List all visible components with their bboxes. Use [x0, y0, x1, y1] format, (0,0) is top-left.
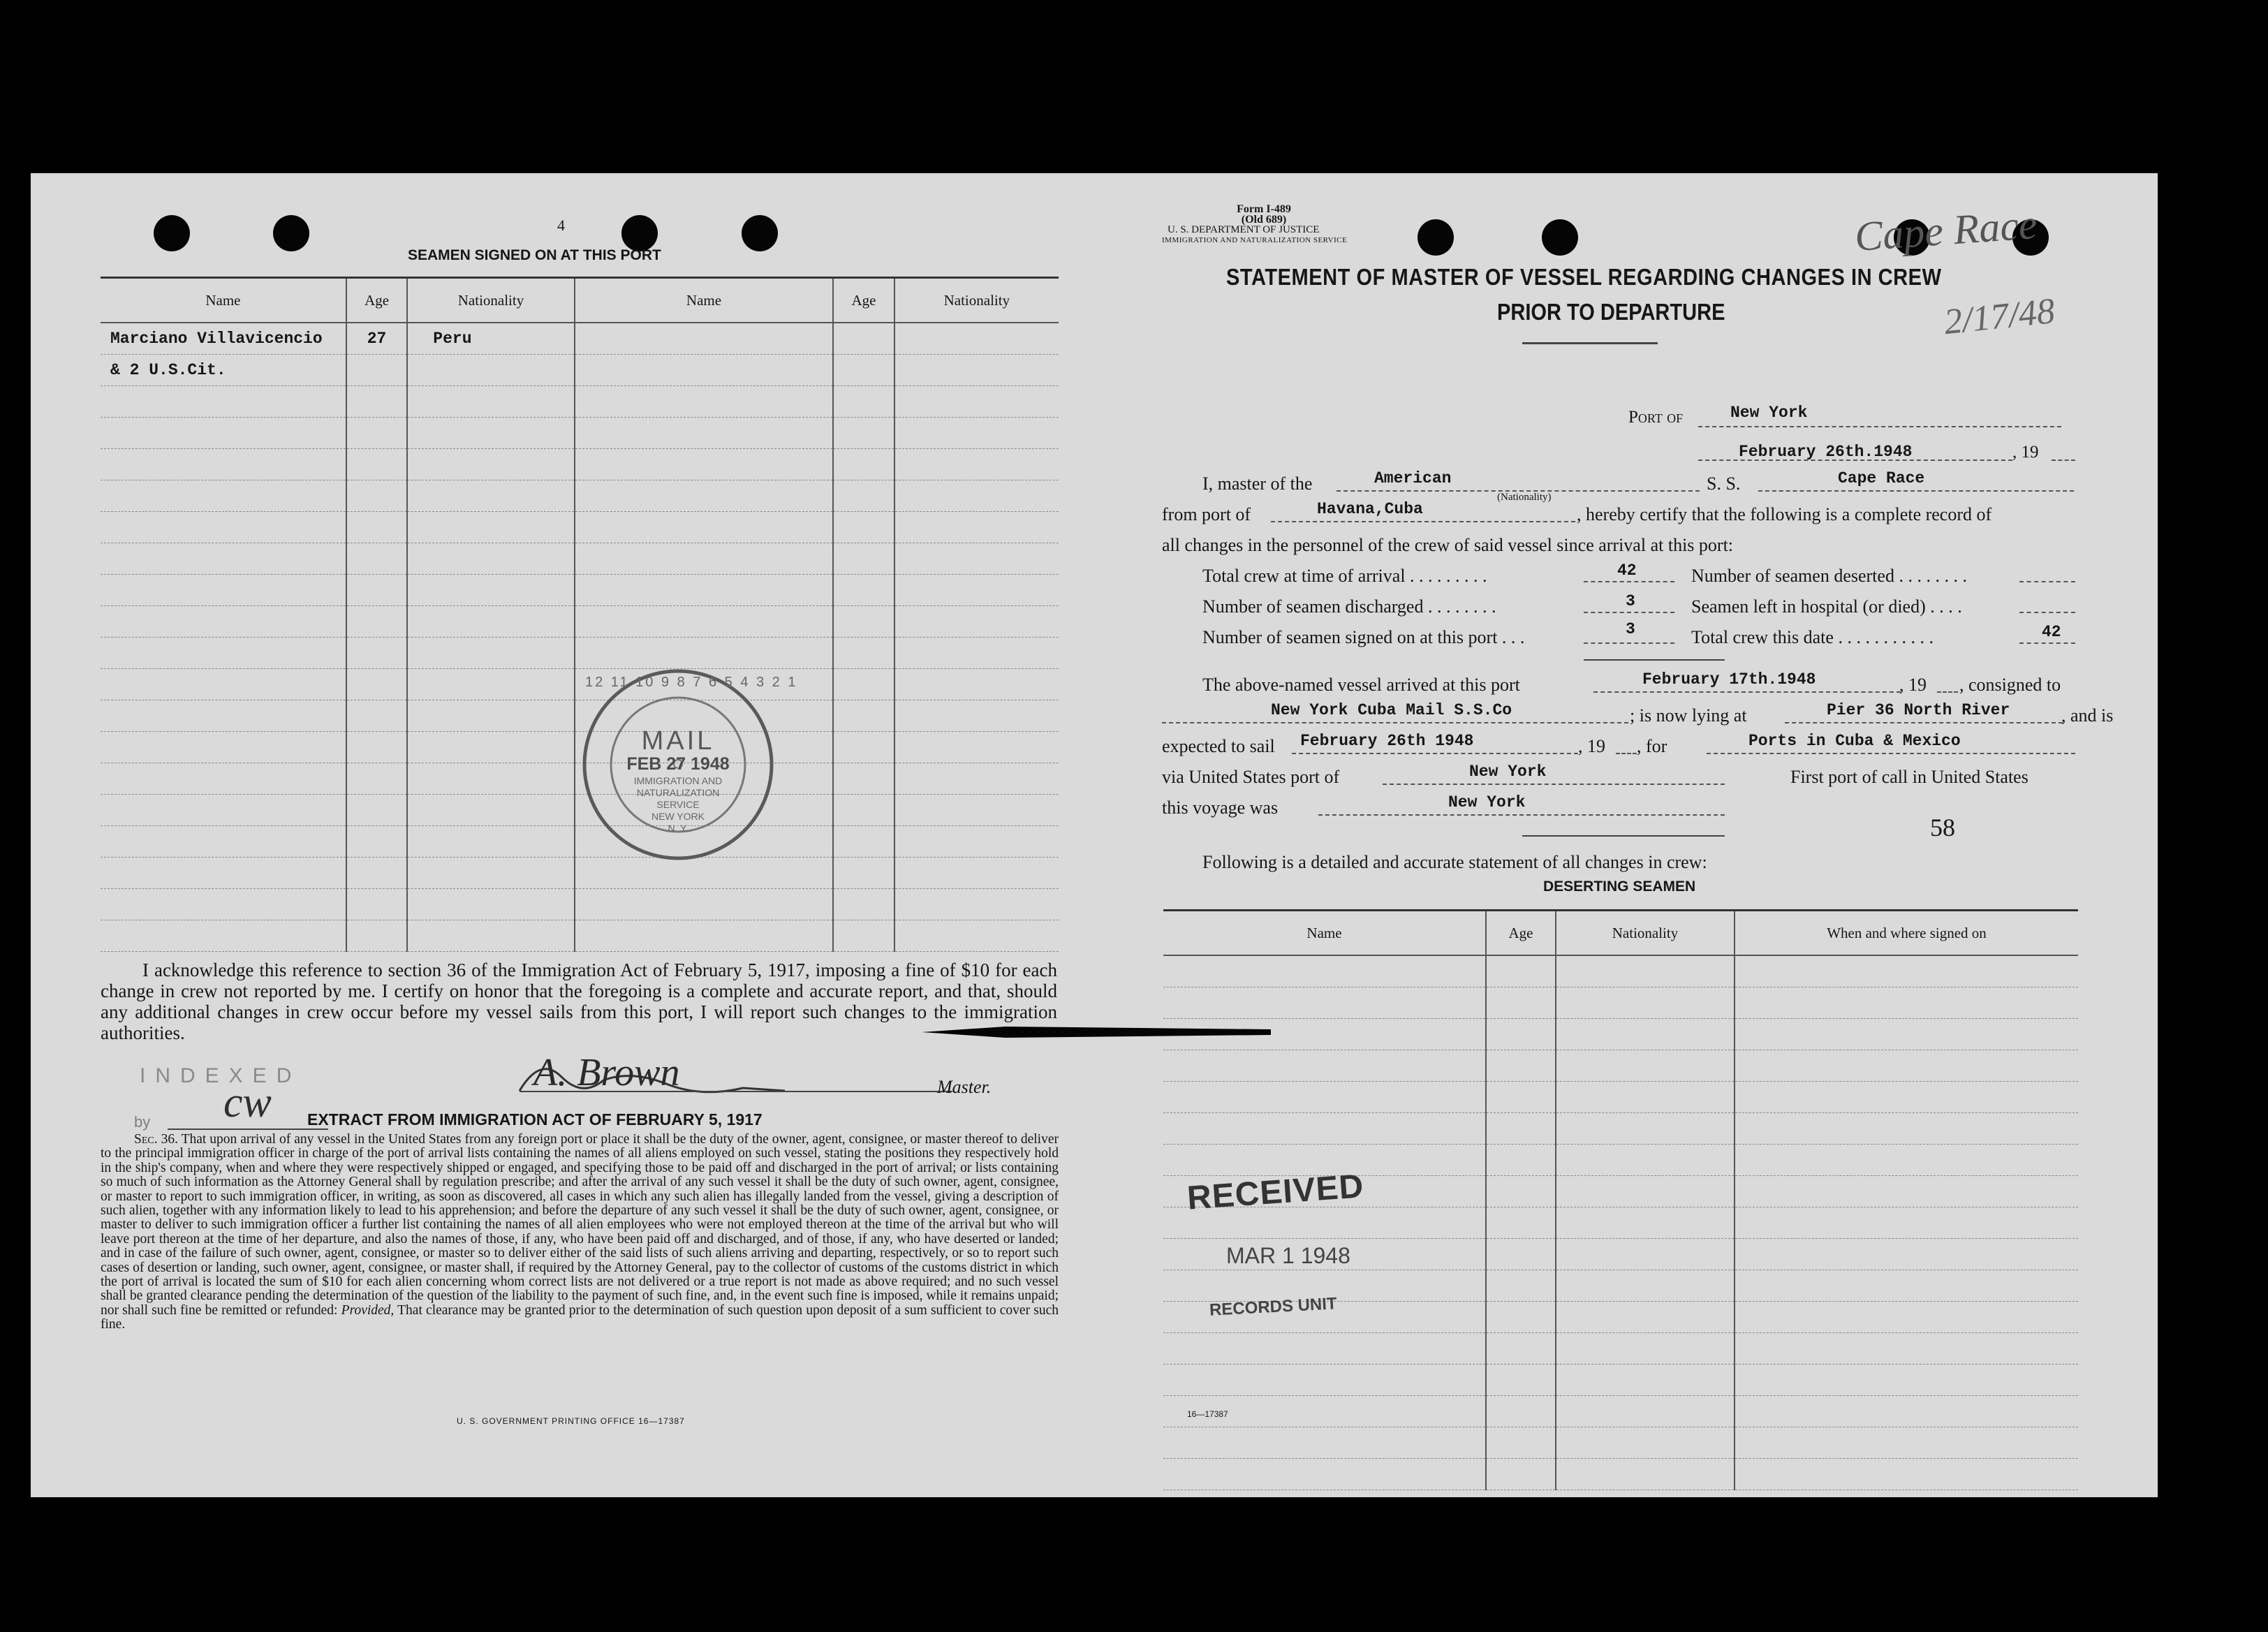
fold-shadow — [922, 1024, 1271, 1041]
punch-hole — [273, 215, 309, 251]
table-header-row — [1163, 911, 2078, 956]
form-old-number: (Old 689) — [1241, 214, 1287, 226]
year-suffix: , 19 — [2012, 443, 2039, 462]
master-of-the-label: I, master of the — [1202, 473, 1313, 494]
column-header-age: Age — [1486, 911, 1556, 956]
deserted-label: Number of seamen deserted . . . . . . . . — [1691, 566, 1967, 586]
form-number: Form I-489 — [1237, 203, 1291, 215]
total-crew-arrival-label: Total crew at time of arrival . . . . . . . . . — [1202, 566, 1487, 586]
signed-on-value: 3 — [1626, 620, 1635, 638]
following-text: Following is a detailed and accurate statement of all changes in crew: — [1202, 852, 1707, 872]
signed-on-label: Number of seamen signed on at this port . . . — [1202, 627, 1525, 647]
punch-hole — [154, 215, 190, 251]
handwritten-date: 2/17/48 — [1942, 291, 2057, 343]
table-row — [101, 355, 1059, 386]
via-label: via United States port of — [1162, 767, 1340, 787]
first-port-value: New York — [1448, 793, 1526, 811]
received-office: RECORDS UNIT — [1209, 1294, 1338, 1320]
punch-hole — [621, 215, 658, 251]
punch-hole — [1542, 219, 1578, 256]
by-line — [168, 1129, 328, 1130]
stamp-ring-text: 12 11 10 9 8 7 6 5 4 3 2 1 — [585, 675, 798, 690]
page-count: 58 — [1930, 814, 1955, 841]
discharged-value: 3 — [1626, 592, 1635, 610]
lying-value: Pier 36 North River — [1827, 701, 2010, 719]
master-nationality: American — [1374, 469, 1452, 487]
port-value: New York — [1730, 404, 1808, 422]
consigned-label: , consigned to — [1959, 675, 2061, 695]
stamp-service-lines: IMMIGRATION AND NATURALIZATION SERVICE NEW YORK N. Y. — [633, 775, 723, 834]
column-header-nationality: Nationality — [894, 278, 1059, 323]
seaman-name: Marciano Villavicencio — [101, 323, 346, 355]
seaman-name: & 2 U.S.Cit. — [101, 355, 346, 386]
form-title-line2: PRIOR TO DEPARTURE — [1497, 299, 1725, 325]
department-label: U. S. DEPARTMENT OF JUSTICE — [1168, 224, 1320, 235]
from-port-label: from port of — [1162, 504, 1251, 524]
this-voyage-label: this voyage was — [1162, 797, 1279, 818]
extract-title: EXTRACT FROM IMMIGRATION ACT OF FEBRUARY 5, 1917 — [307, 1110, 763, 1129]
form-title-line1: STATEMENT OF MASTER OF VESSEL REGARDING CHANGES IN CREW — [1226, 264, 1942, 290]
seaman-age: 27 — [346, 323, 407, 355]
and-is-label: , and is — [2061, 705, 2114, 726]
mail-received-stamp — [580, 666, 798, 863]
handwritten-vessel-name: Cape Race — [1853, 200, 2039, 260]
punch-hole — [742, 215, 778, 251]
received-stamp: RECEIVED — [1186, 1168, 1365, 1217]
arrived-year-suffix: , 19 — [1899, 675, 1927, 695]
printer-line: U. S. GOVERNMENT PRINTING OFFICE 16—17387 — [457, 1416, 685, 1426]
changes-text: all changes in the personnel of the crew of said vessel since arrival at this port: — [1162, 535, 1734, 555]
form-code: 16—17387 — [1187, 1409, 1228, 1419]
indexed-initials: cw — [223, 1079, 272, 1126]
master-label: Master. — [937, 1077, 992, 1097]
seaman-nationality: Peru — [407, 323, 574, 355]
column-header-age: Age — [346, 278, 407, 323]
expected-value: February 26th 1948 — [1300, 732, 1474, 750]
stamp-date: FEB 27 1948 — [626, 754, 730, 774]
certify-text: , hereby certify that the following is a complete record of — [1577, 504, 1992, 524]
nationality-hint: (Nationality) — [1497, 492, 1552, 503]
arrived-label: The above-named vessel arrived at this port — [1202, 675, 1520, 695]
received-date: MAR 1 1948 — [1226, 1243, 1350, 1268]
master-signature-line — [520, 1091, 952, 1092]
first-port-label: First port of call in United States — [1790, 767, 2028, 787]
title-underline — [1522, 342, 1658, 344]
page-number: 4 — [557, 216, 565, 234]
document-sheet — [31, 173, 2158, 1497]
port-label: Port of — [1628, 408, 1684, 427]
punch-hole — [1418, 219, 1454, 256]
consignee-value: New York Cuba Mail S.S.Co — [1271, 701, 1512, 719]
total-crew-arrival-value: 42 — [1617, 561, 1637, 580]
service-label: IMMIGRATION AND NATURALIZATION SERVICE — [1162, 236, 1348, 244]
table-row — [101, 323, 1059, 355]
expected-label: expected to sail — [1162, 736, 1275, 756]
column-header-nationality: Nationality — [1556, 911, 1735, 956]
statement-date: February 26th.1948 — [1739, 443, 1913, 461]
form-header — [1191, 204, 1336, 225]
column-header-name: Name — [101, 278, 346, 323]
lying-label: ; is now lying at — [1630, 705, 1747, 726]
stamp-mail-text: MAIL — [641, 726, 715, 756]
for-label: , for — [1637, 736, 1667, 756]
by-label: by — [134, 1113, 151, 1131]
for-value: Ports in Cuba & Mexico — [1748, 732, 1961, 750]
discharged-label: Number of seamen discharged . . . . . . . . — [1202, 596, 1496, 617]
column-header-name: Name — [575, 278, 834, 323]
from-port-value: Havana,Cuba — [1317, 500, 1423, 518]
acknowledgement-text: I acknowledge this reference to section 36 of the Immigration Act of February 5, 1917, imposing a fine of $10 for each change in crew not reported by me. I certify on honor that the foregoing is a complete and accurate report, and that, should any additional changes in crew occur before my vessel sails from this port, I will report such changes to the immigration authorities. — [101, 960, 1057, 1043]
deserting-seamen-title: DESERTING SEAMEN — [1543, 879, 1696, 895]
seamen-signed-on-title: SEAMEN SIGNED ON AT THIS PORT — [408, 247, 661, 263]
column-header-name: Name — [1163, 911, 1486, 956]
via-value: New York — [1469, 763, 1547, 781]
table-header-row — [101, 278, 1059, 323]
column-header-when-where: When and where signed on — [1735, 911, 2078, 956]
master-signature: A. Brown — [533, 1051, 680, 1094]
indexed-label: INDEXED — [140, 1064, 302, 1087]
expected-year-suffix: , 19 — [1578, 736, 1605, 756]
arrived-value: February 17th.1948 — [1642, 670, 1816, 689]
total-today-value: 42 — [2042, 623, 2061, 641]
hospital-label: Seamen left in hospital (or died) . . . . — [1691, 596, 1962, 617]
ship-name: Cape Race — [1838, 469, 1925, 487]
section-36-text: Sec. 36. That upon arrival of any vessel in the United States from any foreign port or place it shall be the duty of the owner, agent, consignee, or master thereof to deliver to the principal immigration officer in charge of the port of arrival lists containing the names of all aliens employed on such vessel, stating the positions they respectively hold in the ship's company, when and where they were respectively shipped or engaged, and specifying those to be paid off and discharged in the port of arrival; or lists containing so much of such information as the Attorney General shall by regulation prescribe; and after the arrival of any such vessel it shall be the duty of such owner, agent, consignee, or master to report to such immigration officer, in writing, as soon as discovered, all cases in which any such alien has illegally landed from the vessel, giving a description of such alien, together with any information likely to lead to his apprehension; and before the departure of any such vessel it shall be the duty of such owner, agent, consignee, or master to deliver to such immigration officer a further list containing the names of all alien employees who were not employed thereon at the time of the arrival but who will leave port thereon at the time of her departure, and also the names of those, if any, who have been paid off and discharged, and of those, if any, who have deserted or landed; and in case of the failure of such owner, agent, consignee, or master so to deliver either of the said lists of such aliens arriving and departing, respectively, or so to report such cases of desertion or landing, such owner, agent, consignee, or master shall, if required by the Attorney General, pay to the collector of customs of the customs district in which the port of arrival is located the sum of $10 for each alien concerning whom correct lists are not delivered or a true report is not made as above required; and no such vessel shall be granted clearance pending the determination of the question of the liability to the payment of such fine, and, in the event such fine is imposed, while it remains unpaid; nor shall such fine be remitted or refunded: Provided, That clearance may be granted prior to the determination of such question upon deposit of a sum sufficient to cover such fine. — [101, 1132, 1059, 1332]
column-header-nationality: Nationality — [407, 278, 574, 323]
total-today-label: Total crew this date . . . . . . . . . . . — [1691, 627, 1934, 647]
ss-label: S. S. — [1707, 473, 1741, 494]
column-header-age: Age — [833, 278, 894, 323]
